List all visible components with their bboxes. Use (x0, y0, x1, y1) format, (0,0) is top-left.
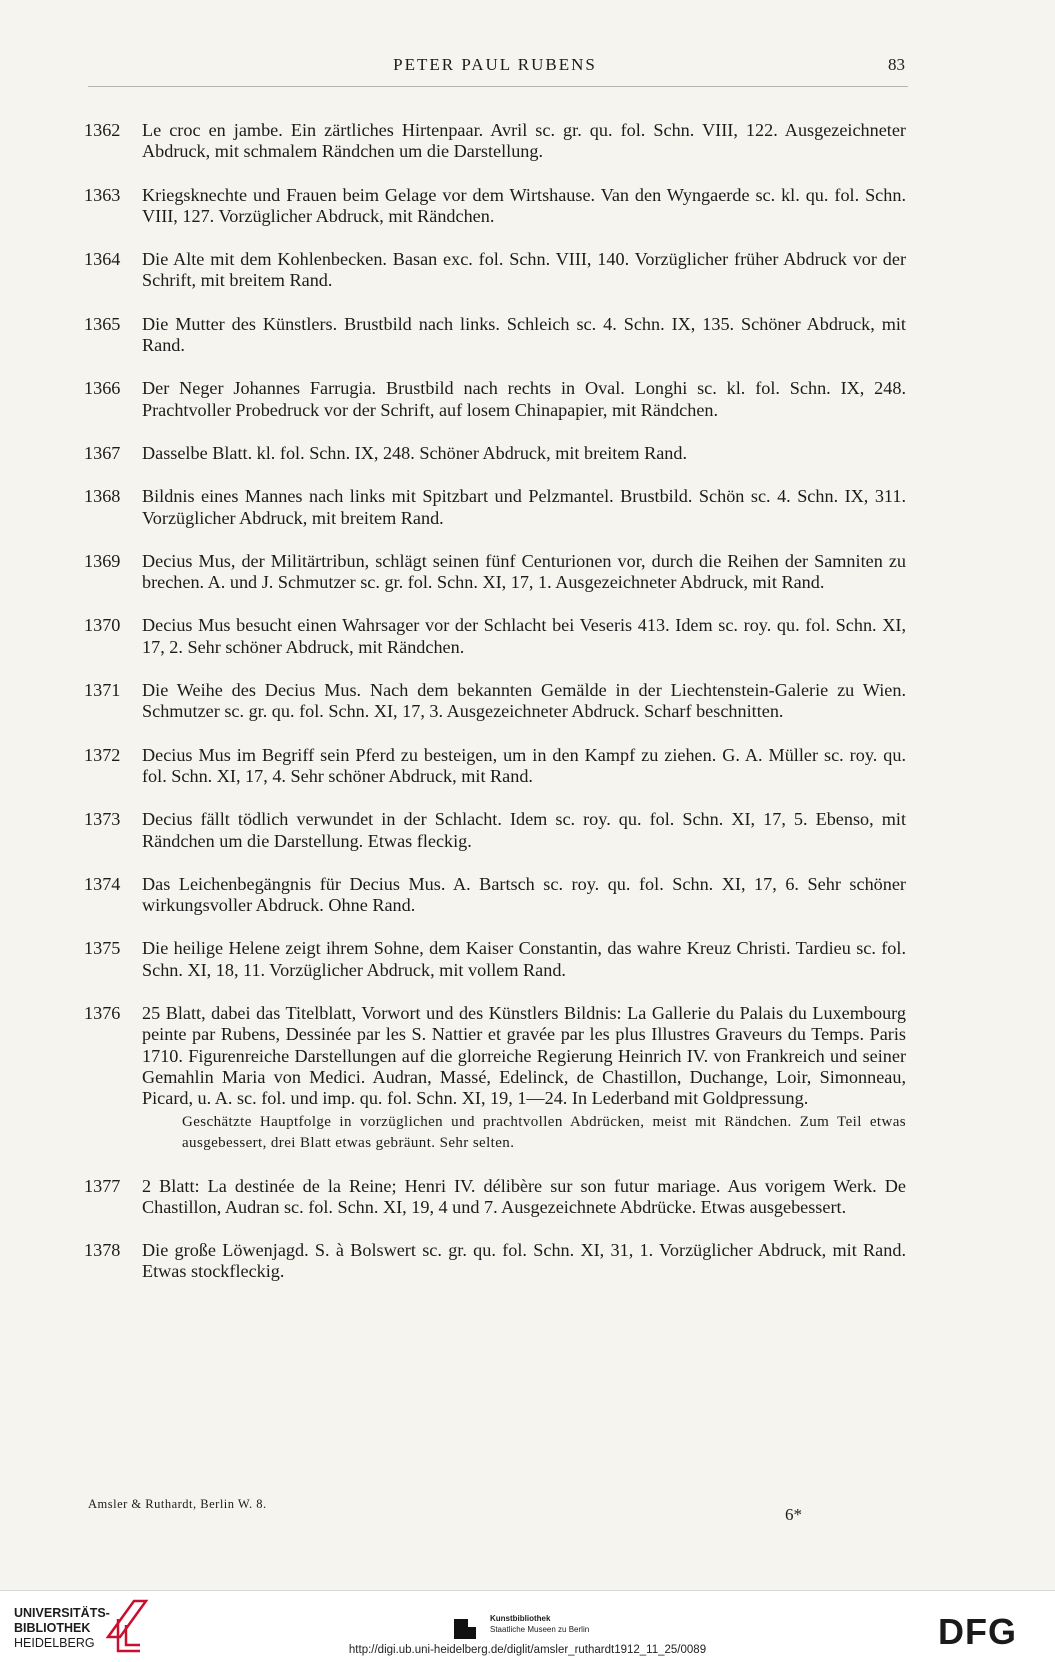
catalogue-entry (84, 443, 906, 464)
lot-number: 1372 (84, 744, 121, 765)
catalogue-entry (84, 249, 906, 292)
lot-description: Die große Löwenjagd. S. à Bolswert sc. gr. qu. fol. Schn. XI, 31, 1. Vorzüglicher Abdruck, mit Rand. Etwas stockfleckig. (142, 1240, 906, 1282)
lot-number: 1366 (84, 378, 121, 399)
catalogue-entry (84, 185, 906, 228)
kunstbibliothek-icon (452, 1617, 482, 1641)
uni-logo-line: HEIDELBERG (14, 1636, 95, 1650)
lot-description: 2 Blatt: La destinée de la Reine; Henri IV. délibère sur son futur mariage. Aus vorigem Werk. De Chastillon, Audran sc. fol. Schn. XI, 19, 4 und 7. Ausgezeichnete Abdrücke. Etwas ausgebessert. (142, 1175, 906, 1217)
lot-description: Das Leichenbegängnis für Decius Mus. A. Bartsch sc. roy. qu. fol. Schn. XI, 17, 6. Sehr schöner wirkungsvoller Abdruck. Ohne Rand. (142, 873, 906, 916)
lot-number: 1363 (84, 184, 121, 205)
catalogue-entry (84, 486, 906, 529)
kunstbibliothek-logo[interactable] (490, 1613, 650, 1635)
lot-description: Die Mutter des Künstlers. Brustbild nach links. Schleich sc. 4. Schn. IX, 135. Schöner Abdruck, mit Rand. (142, 313, 906, 356)
dfg-logo[interactable]: DFG (938, 1611, 1017, 1652)
signature-mark: 6* (785, 1505, 802, 1524)
catalogue-entry (84, 1003, 906, 1153)
lot-description: 25 Blatt, dabei das Titelblatt, Vorwort und des Künstlers Bildnis: La Gallerie du Palais du Luxembourg peinte par Rubens, Dessinée par les S. Nattier et gravée par les plus Illustres Graveurs du Temps. Paris 1710. Figurenreiche Darstellungen auf die glorreiche Regierung Heinrich IV. von Frankreich und seiner Gemahlin Maria von Medici. Audran, Massé, Edelinck, de Chastillon, Duchange, Loir, Simonneau, Picard, u. A. sc. fol. und imp. qu. fol. Schn. XI, 19, 1—24. In Lederband mit Goldpressung. (142, 1003, 906, 1109)
printer-imprint: Amsler & Ruthardt, Berlin W. 8. (88, 1497, 267, 1511)
header-rule (88, 86, 908, 87)
lot-number: 1378 (84, 1240, 121, 1261)
permalink-url[interactable]: http://digi.ub.uni-heidelberg.de/diglit/amsler_ruthardt1912_11_25/0089 (348, 1644, 707, 1656)
lot-number: 1377 (84, 1175, 121, 1196)
kb-logo-line: Kunstbibliothek (490, 1614, 551, 1623)
catalogue-entry (84, 809, 906, 852)
viewer-footer (0, 1590, 1055, 1662)
catalogue-entry (84, 874, 906, 917)
lot-description: Decius Mus besucht einen Wahrsager vor der Schlacht bei Veseris 413. Idem sc. roy. qu. fol. Schn. XI, 17, 2. Sehr schöner Abdruck, mit Rändchen. (142, 615, 906, 657)
lot-number: 1373 (84, 809, 121, 830)
catalogue-entries (84, 120, 906, 1305)
lot-number: 1376 (84, 1003, 121, 1024)
lot-number: 1367 (84, 442, 121, 463)
catalogue-entry (84, 938, 906, 981)
lot-description: Die Weihe des Decius Mus. Nach dem bekannten Gemälde in der Liechtenstein-Galerie zu Wien. Schmutzer sc. gr. qu. fol. Schn. XI, 17, 3. Ausgezeichneter Abdruck. Scharf beschnitten. (142, 680, 906, 722)
uni-logo-line: UNIVERSITÄTS- (14, 1606, 110, 1620)
running-header (85, 55, 905, 81)
catalogue-entry (84, 314, 906, 357)
lot-description: Dasselbe Blatt. kl. fol. Schn. IX, 248. Schöner Abdruck, mit breitem Rand. (142, 442, 688, 463)
catalogue-entry (84, 1240, 906, 1283)
lot-description: Decius fällt tödlich verwundet in der Schlacht. Idem sc. roy. qu. fol. Schn. XI, 17, 5. Ebenso, mit Rändchen um die Darstellung. Etwas fleckig. (142, 809, 906, 851)
catalogue-entry (84, 1176, 906, 1219)
lot-description: Der Neger Johannes Farrugia. Brustbild nach rechts in Oval. Longhi sc. kl. fol. Schn. IX, 248. Prachtvoller Probedruck vor der Schrift, auf losem Chinapapier, mit Rändchen. (142, 378, 906, 420)
lot-description: Bildnis eines Mannes nach links mit Spitzbart und Pelzmantel. Brustbild. Schön sc. 4. Schn. IX, 311. Vorzüglicher Abdruck, mit breitem Rand. (142, 486, 906, 528)
lot-number: 1369 (84, 550, 121, 571)
lot-description: Die Alte mit dem Kohlenbecken. Basan exc. fol. Schn. VIII, 140. Vorzüglicher früher Abdruck vor der Schrift, mit breitem Rand. (142, 249, 906, 291)
lot-number: 1375 (84, 938, 121, 959)
lot-description: Decius Mus, der Militärtribun, schlägt seinen fünf Centurionen vor, durch die Reihen der Samniten zu brechen. A. und J. Schmutzer sc. gr. fol. Schn. XI, 17, 1. Ausgezeichneter Abdruck, mit Rand. (142, 550, 906, 593)
lot-number: 1371 (84, 680, 121, 701)
catalogue-entry (84, 680, 906, 723)
lot-number: 1370 (84, 615, 121, 636)
catalogue-entry (84, 378, 906, 421)
lot-number: 1374 (84, 873, 121, 894)
lot-number: 1362 (84, 120, 121, 140)
lot-number: 1368 (84, 486, 121, 507)
catalogue-entry (84, 551, 906, 594)
lot-description: Le croc en jambe. Ein zärtliches Hirtenpaar. Avril sc. gr. qu. fol. Schn. VIII, 122. Ausgezeichneter Abdruck, mit schmalem Rändchen um die Darstellung. (142, 120, 906, 162)
page-number: 83 (888, 55, 905, 74)
catalogue-entry (84, 615, 906, 658)
lot-description: Decius Mus im Begriff sein Pferd zu besteigen, um in den Kampf zu ziehen. G. A. Müller sc. roy. qu. fol. Schn. XI, 17, 4. Sehr schöner Abdruck, mit Rand. (142, 744, 906, 786)
lot-description: Kriegsknechte und Frauen beim Gelage vor dem Wirtshause. Van den Wyngaerde sc. kl. qu. fol. Schn. VIII, 127. Vorzüglicher Abdruck, mit Rändchen. (142, 184, 906, 226)
catalogue-entry (84, 745, 906, 788)
kb-logo-line: Staatliche Museen zu Berlin (490, 1625, 590, 1634)
running-title: PETER PAUL RUBENS (393, 55, 597, 74)
lot-number: 1365 (84, 313, 121, 334)
catalogue-entry (84, 120, 906, 163)
lot-note: Geschätzte Hauptfolge in vorzüglichen und prachtvollen Abdrücken, meist mit Rändchen. Zum Teil etwas ausgebessert, drei Blatt etwas gebräunt. Sehr selten. (182, 1113, 906, 1151)
lot-number: 1364 (84, 249, 121, 270)
uni-logo-line: BIBLIOTHEK (14, 1621, 91, 1635)
lot-description: Die heilige Helene zeigt ihrem Sohne, dem Kaiser Constantin, das wahre Kreuz Christi. Tardieu sc. fol. Schn. XI, 18, 11. Vorzüglicher Abdruck, mit vollem Rand. (142, 938, 906, 980)
